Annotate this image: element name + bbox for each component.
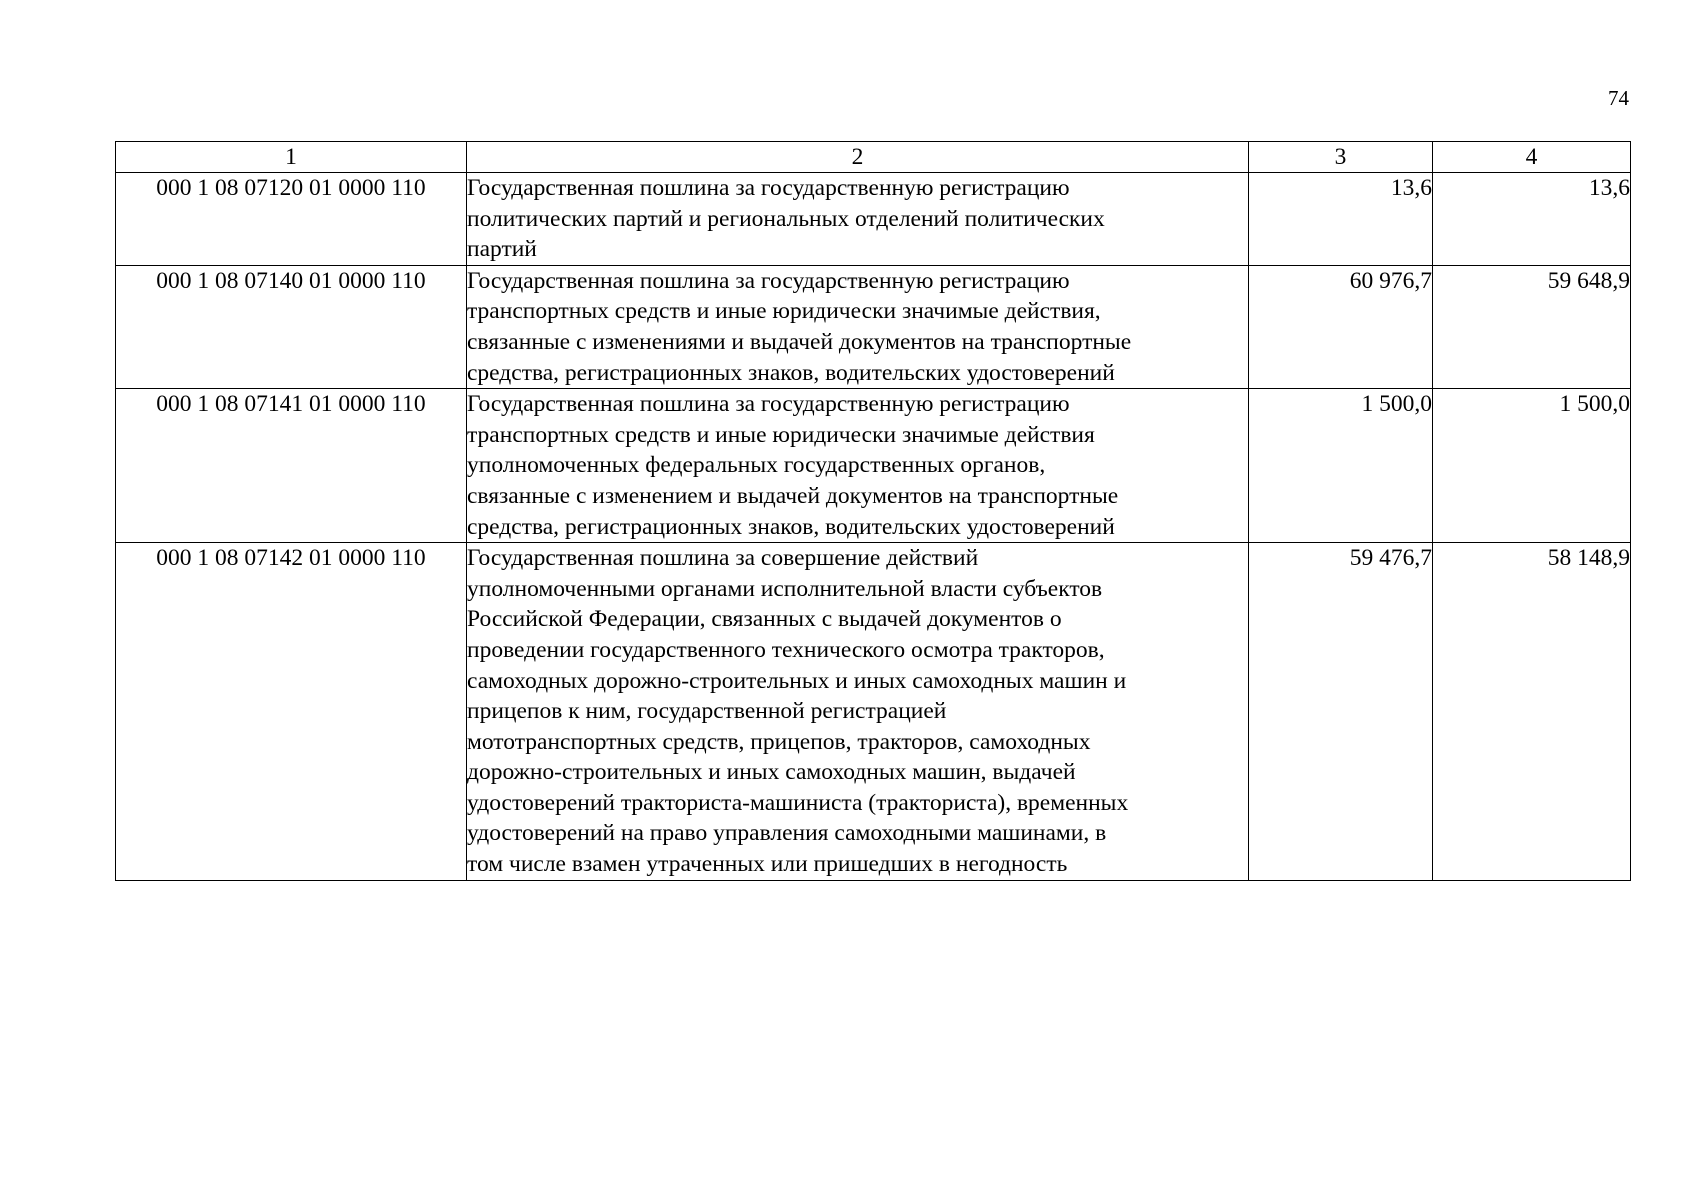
description-line: Государственная пошлина за государственную регистрацию	[467, 175, 1070, 201]
description-line: дорожно-строительных и иных самоходных машин, выдачей	[467, 759, 1076, 786]
description-line: транспортных средств и иные юридически значимые действия,	[467, 298, 1101, 325]
column-header: 2	[467, 142, 1249, 173]
amount-col3-cell: 13,6	[1249, 173, 1433, 266]
table-row	[116, 173, 1631, 266]
description-line: мототранспортных средств, прицепов, тракторов, самоходных	[467, 728, 1091, 755]
description-line: самоходных дорожно-строительных и иных самоходных машин и	[467, 667, 1127, 694]
description-line: Российской Федерации, связанных с выдачей документов о	[467, 606, 1062, 633]
description-line: Государственная пошлина за совершение действий	[467, 545, 979, 572]
table-row	[116, 543, 1631, 881]
description-line: прицепов к ним, государственной регистрацией	[467, 698, 947, 725]
budget-code-cell: 000 1 08 07142 01 0000 110	[116, 543, 467, 881]
amount-col4-cell: 59 648,9	[1433, 265, 1631, 388]
amount-col4-cell: 13,6	[1433, 173, 1631, 266]
amount-col3-cell: 1 500,0	[1249, 389, 1433, 543]
description-cell	[467, 173, 1249, 266]
description-line: Государственная пошлина за государственную регистрацию	[467, 391, 1070, 418]
description-line: средства, регистрационных знаков, водительских удостоверений	[467, 359, 1115, 386]
budget-code-cell: 000 1 08 07141 01 0000 110	[116, 389, 467, 543]
description-line: проведении государственного технического осмотра тракторов,	[467, 636, 1105, 663]
description-line: том числе взамен утраченных или пришедших в негодность	[467, 851, 1068, 878]
description-line: уполномоченных федеральных государственных органов,	[467, 452, 1046, 479]
column-header: 3	[1249, 142, 1433, 173]
description-cell	[467, 543, 1249, 881]
description-line: средства, регистрационных знаков, водительских удостоверений	[467, 513, 1115, 540]
budget-code-cell: 000 1 08 07140 01 0000 110	[116, 265, 467, 388]
description-line: транспортных средств и иные юридически значимые действия	[467, 421, 1095, 448]
description-line: связанные с изменением и выдачей документов на транспортные	[467, 482, 1119, 509]
description-line: партий	[467, 236, 537, 263]
table-row	[116, 265, 1631, 388]
description-line: удостоверений на право управления самоходными машинами, в	[467, 820, 1107, 847]
table-row	[116, 389, 1631, 543]
amount-col3-cell: 60 976,7	[1249, 265, 1433, 388]
description-line: политических партий и региональных отделений политических	[467, 205, 1105, 232]
amount-col3-cell: 59 476,7	[1249, 543, 1433, 881]
amount-col4-cell: 1 500,0	[1433, 389, 1631, 543]
budget-code-cell: 000 1 08 07120 01 0000 110	[116, 173, 467, 266]
description-line: Государственная пошлина за государственную регистрацию	[467, 267, 1070, 294]
column-header: 1	[116, 142, 467, 173]
table-header-row	[116, 142, 1631, 173]
description-cell	[467, 389, 1249, 543]
description-line: связанные с изменениями и выдачей документов на транспортные	[467, 328, 1132, 355]
budget-revenue-table	[115, 141, 1631, 881]
description-line: уполномоченными органами исполнительной власти субъектов	[467, 575, 1103, 602]
page-number: 74	[1608, 86, 1629, 110]
description-cell	[467, 265, 1249, 388]
amount-col4-cell: 58 148,9	[1433, 543, 1631, 881]
column-header: 4	[1433, 142, 1631, 173]
description-line: удостоверений тракториста-машиниста (тракториста), временных	[467, 789, 1129, 816]
table-body	[116, 173, 1631, 881]
